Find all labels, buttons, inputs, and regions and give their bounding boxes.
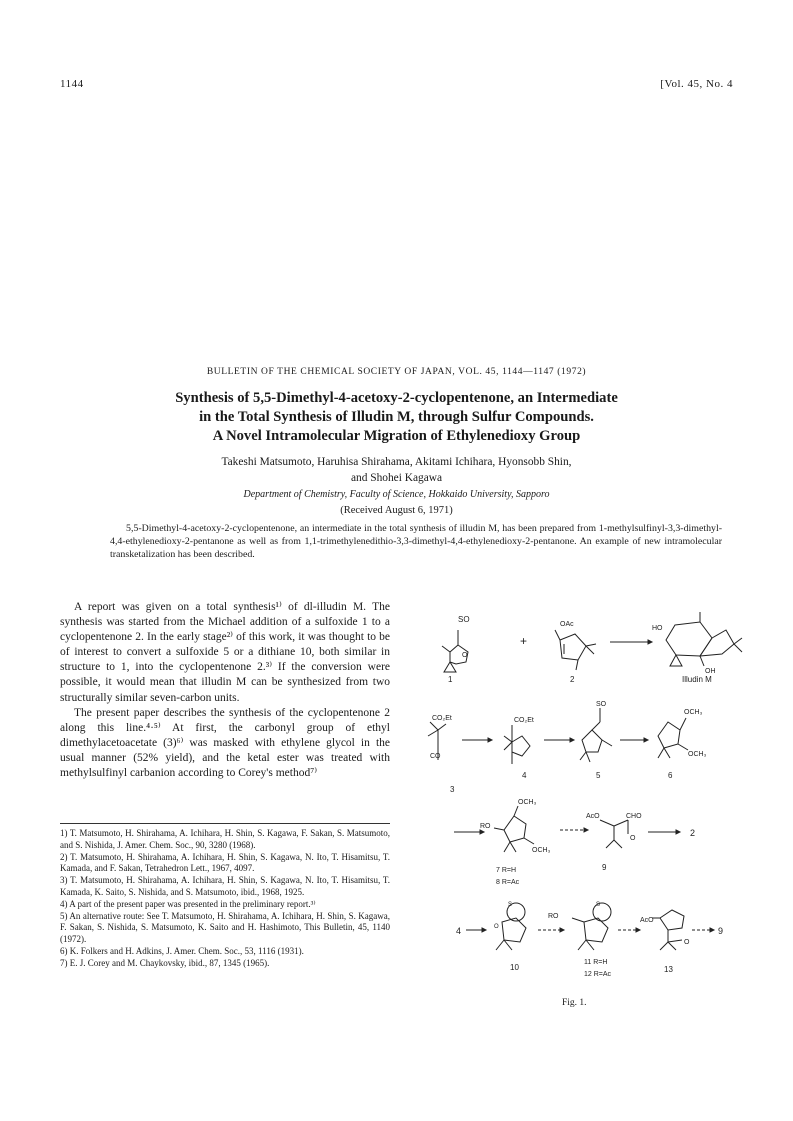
compound-11-12-structure (548, 902, 611, 950)
footnote-1: 1) T. Matsumoto, H. Shirahama, A. Ichihara, H. Shin, S. Kagawa, F. Sakan, S. Matsumoto, and S. Nishida, J. Amer. Chem. Soc., 90, 3280 (1968). (60, 828, 390, 850)
figure-caption: Fig. 1. (562, 998, 587, 1008)
och3-label-7b: OCH₃ (532, 847, 551, 854)
volume-header: [Vol. 45, No. 4 (660, 78, 733, 90)
body-paragraph-1: A report was given on a total synthesis¹⁾ of dl-illudin M. The synthesis was started from the Michael addition of a sulfoxide 1 to a cyclopentenone 2. In the early stage²⁾ of this work, it was thought to be of interest to convert a sulfoxide 5 or a dithiane 10, both similar in structure to 1, into the cyclopentenone 2.³⁾ If the conversion were possible, it would mean that illudin M can be synthesized from two structurally similar seven-carbon units. (60, 601, 390, 704)
author-list (60, 454, 733, 486)
aco-label-9: AcO (586, 813, 600, 820)
compound-1-label: 1 (448, 675, 453, 684)
so-label: SO (458, 615, 470, 624)
arrowhead (584, 828, 588, 832)
compound-11-label: 11 R=H (584, 959, 608, 966)
och3-label-6a: OCH₃ (684, 709, 703, 716)
authors-line-2: and Shohei Kagawa (350, 472, 443, 484)
compound-8-label: 8 R=Ac (496, 879, 520, 886)
compound-6-structure (658, 709, 707, 758)
compound-9-structure (586, 813, 642, 848)
compound-1-structure (442, 615, 470, 672)
compound-3-structure (428, 715, 452, 760)
so-label-5: SO (596, 701, 607, 708)
arrowhead (570, 738, 574, 742)
title-line-3: A Novel Intramolecular Migration of Ethylenedioxy Group (212, 428, 581, 444)
ro-label-11: RO (548, 913, 559, 920)
start-compound-4-label: 4 (456, 926, 462, 936)
footnote-6: 6) K. Folkers and H. Adkins, J. Amer. Chem. Soc., 53, 1116 (1931). (60, 945, 304, 956)
footnote-divider (60, 823, 390, 824)
arrowhead (710, 928, 714, 932)
compound-13-label: 13 (664, 965, 673, 974)
title-line-1: Synthesis of 5,5-Dimethyl-4-acetoxy-2-cyclopentenone, an Intermediate (175, 390, 618, 406)
o-label-10: O (494, 924, 499, 930)
arrowhead (560, 928, 564, 932)
compound-2-structure (555, 621, 596, 670)
illudin-m-structure (652, 612, 742, 675)
co2et-label-4: CO₂Et (514, 717, 534, 724)
body-text (60, 600, 390, 781)
och3-label-7a: OCH₃ (518, 799, 537, 806)
compound-12-label: 12 R=Ac (584, 971, 612, 978)
ho-label: HO (652, 625, 663, 632)
body-paragraph-2: The present paper describes the synthesis of the cyclopentenone 2 along this line.⁴·⁵⁾ At first, the carbonyl group of ethyl dimethylacetoacetate (3)⁶⁾ was masked with ethylene glycol in the usual manner (52% yield), and the ketal ester was treated with methylsulfinyl carbanion according to Corey's method⁷⁾ (60, 706, 390, 780)
compound-5-structure (580, 701, 612, 762)
oac-label: OAc (560, 621, 574, 628)
ro-label: RO (480, 823, 491, 830)
compound-7-label: 7 R=H (496, 867, 517, 874)
cho-label: CHO (626, 813, 642, 820)
compound-10-structure (494, 902, 526, 950)
target-compound-2-label: 2 (690, 828, 696, 838)
paper-title (60, 389, 733, 446)
footnote-2: 2) T. Matsumoto, H. Shirahama, A. Ichihara, H. Shin, S. Kagawa, N. Ito, T. Hisamitsu, T. Kamada, and F. Sakan, Tetrahedron Lett., 1967, 4097. (60, 851, 390, 874)
och3-label-6b: OCH₃ (688, 751, 707, 758)
end-compound-9-label: 9 (718, 926, 724, 936)
compound-9-label: 9 (602, 863, 607, 872)
illudin-m-label: Illudin M (682, 675, 712, 684)
arrowhead (648, 640, 652, 644)
plus-sign: + (520, 634, 528, 648)
journal-line: BULLETIN OF THE CHEMICAL SOCIETY OF JAPAN, VOL. 45, 1144—1147 (1972) (206, 367, 587, 377)
compound-5-label: 5 (596, 771, 601, 780)
footnotes (60, 828, 390, 970)
compound-4-label: 4 (522, 771, 527, 780)
co-label: CO (430, 753, 441, 760)
compound-10-label: 10 (510, 963, 519, 972)
page-number: 1144 (60, 78, 84, 90)
arrowhead (644, 738, 648, 742)
compound-3-label: 3 (450, 785, 455, 794)
s-label-10: S (508, 902, 513, 908)
arrowhead (488, 738, 492, 742)
co2et-label-3: CO₂Et (432, 715, 452, 722)
o-label-13: O (684, 939, 690, 946)
footnote-7: 7) E. J. Corey and M. Chaykovsky, ibid., 87, 1345 (1965). (60, 957, 270, 968)
compound-2-label: 2 (570, 675, 575, 684)
aco-label-13: AcO (640, 917, 654, 924)
footnote-3: 3) T. Matsumoto, H. Shirahama, A. Ichihara, H. Shin, S. Kagawa, N. Ito, T. Hisamitsu, T. Kamada, K. Saito, S. Nishida, and S. Matsumoto, ibid., 1968, 1925. (60, 875, 390, 897)
arrowhead (482, 928, 486, 932)
footnote-4: 4) A part of the present paper was presented in the preliminary report.³⁾ (60, 898, 316, 909)
arrowhead (480, 830, 484, 834)
ketal-o-label: O (462, 652, 468, 659)
oh-label: OH (705, 668, 716, 675)
received-date: (Received August 6, 1971) (340, 505, 453, 516)
s-label-11: S (596, 902, 601, 908)
compound-4-structure (504, 717, 534, 764)
carbonyl-o-label: O (630, 835, 636, 842)
abstract: 5,5-Dimethyl-4-acetoxy-2-cyclopentenone, an intermediate in the total synthesis of illudin M, has been prepared from 1-methylsulfinyl-3,3-dimethyl-4,4-ethylenedioxy-2-pentanone as well as from 1,1-trimethylenedithio-3,3-dimethyl-4,4-ethylenedioxy-2-pentanone. An example of new intramolecular transketalization has been described. (110, 523, 722, 560)
reaction-scheme-figure (420, 600, 750, 1000)
compound-7-8-structure (480, 799, 551, 854)
title-line-2: in the Total Synthesis of Illudin M, through Sulfur Compounds. (199, 409, 594, 425)
footnote-5: 5) An alternative route: See T. Matsumoto, H. Shirahama, A. Ichihara, H. Shin, S. Kagawa, F. Sakan, S. Nishida, S. Matsumoto, K. Saito and H. Hashimoto, This Bulletin, 45, 1140 (1972). (60, 910, 390, 945)
compound-6-label: 6 (668, 771, 673, 780)
arrowhead (676, 830, 680, 834)
affiliation: Department of Chemistry, Faculty of Science, Hokkaido University, Sapporo (243, 489, 550, 500)
compound-13-structure (640, 910, 690, 950)
arrowhead (636, 928, 640, 932)
authors-line-1: Takeshi Matsumoto, Haruhisa Shirahama, Akitami Ichihara, Hyonsobb Shin, (221, 456, 572, 468)
